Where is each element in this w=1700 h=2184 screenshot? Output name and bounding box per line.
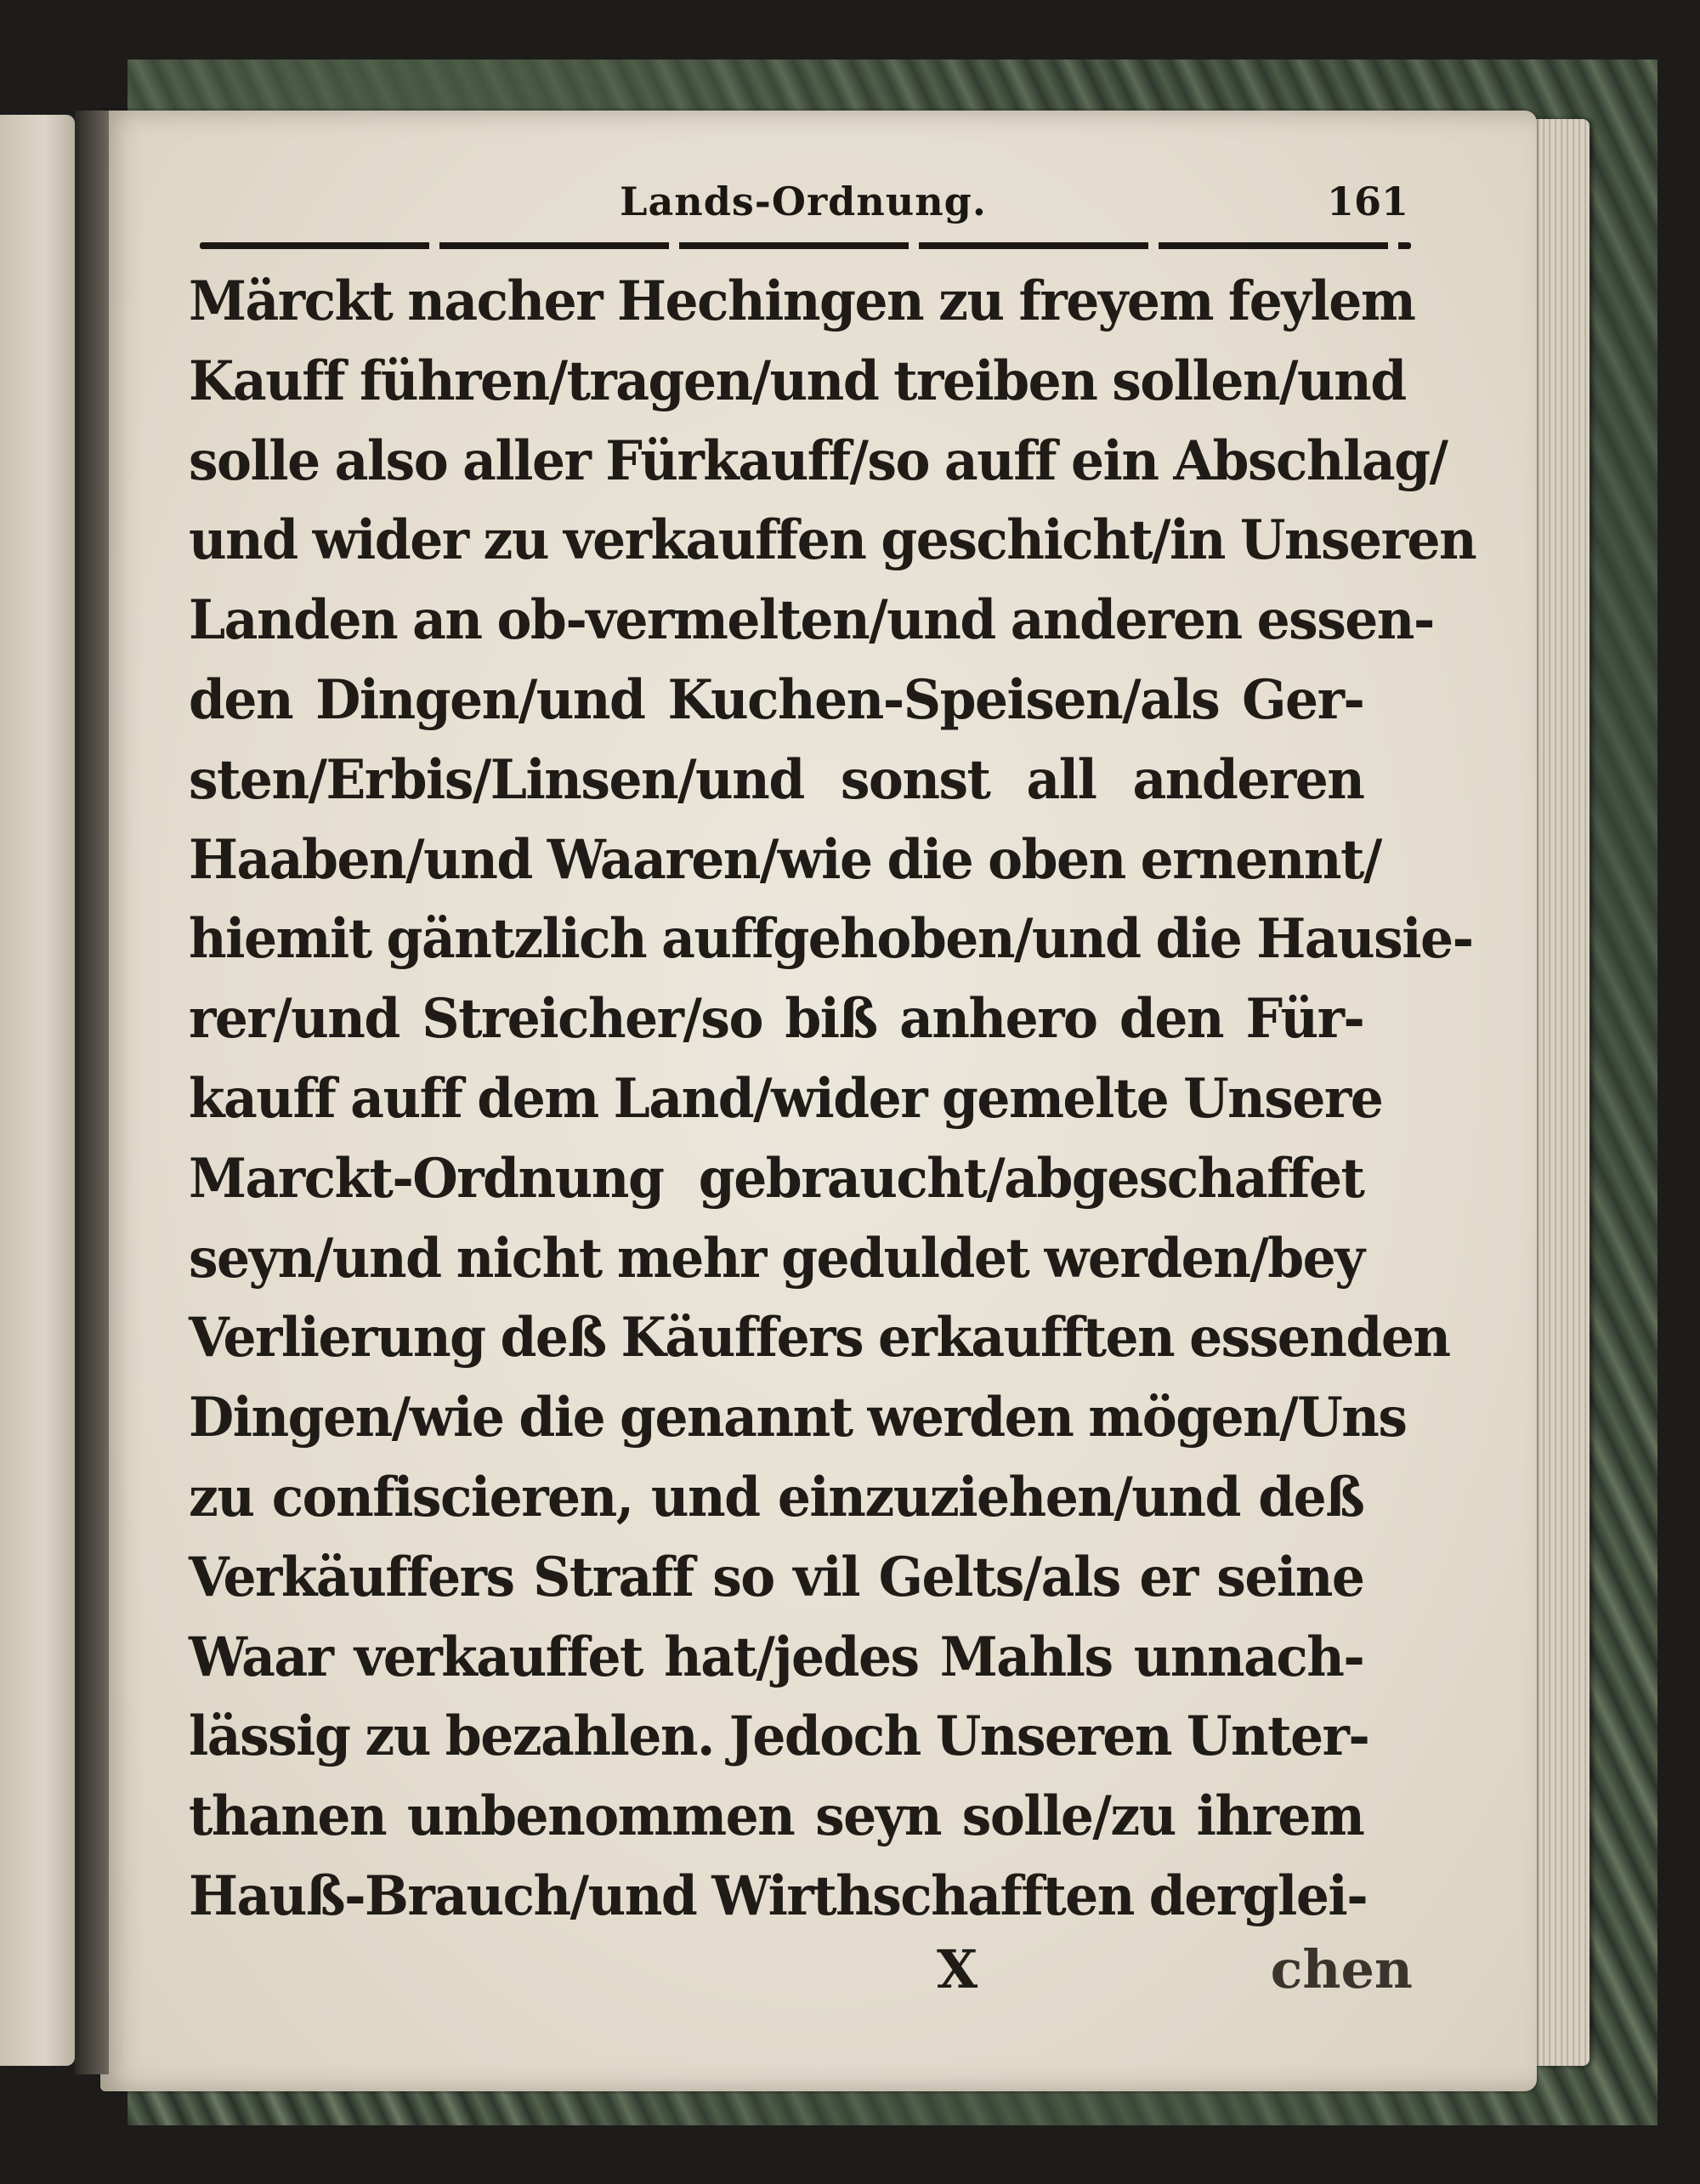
text-line: Märckt nacher Hechingen zu freyem feylem	[189, 269, 1415, 333]
text-line: Hauß-Brauch/und Wirthschafften derglei-	[189, 1863, 1368, 1928]
text-line: Verkäuffers Straff so vil Gelts/als er seine	[189, 1545, 1364, 1609]
text-line: lässig zu bezahlen. Jedoch Unseren Unter-	[189, 1705, 1369, 1769]
text-line: seyn/und nicht mehr geduldet werden/bey	[189, 1226, 1364, 1291]
text-line: Verlierung deß Käuffers erkaufften essenden	[189, 1306, 1450, 1370]
text-line: hiemit gäntzlich auffgehoben/und die Hausie-	[189, 907, 1473, 972]
text-line: thanen unbenommen seyn solle/zu ihrem	[189, 1784, 1364, 1849]
page-header	[191, 179, 1415, 238]
signature-mark: X	[937, 1938, 978, 2000]
text-line: zu confiscieren, und einzuziehen/und deß	[189, 1465, 1364, 1529]
left-page-edge	[0, 115, 75, 2066]
page-number: 161	[1326, 179, 1408, 224]
text-line: Landen an ob-vermelten/und anderen essen-	[189, 588, 1434, 653]
text-line: Marckt-Ordnung gebraucht/abgeschaffet	[189, 1146, 1364, 1211]
text-line: solle also aller Fürkauff/so auff ein Abschlag/	[189, 428, 1448, 493]
text-line: und wider zu verkauffen geschicht/in Unseren	[189, 508, 1476, 573]
page-footer	[189, 1938, 1413, 2006]
catchword: chen	[1270, 1938, 1413, 2000]
text-line: kauff auff dem Land/wider gemelte Unsere	[189, 1066, 1383, 1131]
text-line: Waar verkauffet hat/jedes Mahls unnach-	[189, 1625, 1364, 1689]
text-line: rer/und Streicher/so biß anhero den Für-	[189, 987, 1364, 1052]
text-line: Dingen/wie die genannt werden mögen/Uns	[189, 1386, 1407, 1450]
text-line: Haaben/und Waaren/wie die oben ernennt/	[189, 827, 1381, 892]
text-line: Kauff führen/tragen/und treiben sollen/und	[189, 349, 1406, 413]
body-text	[189, 262, 1476, 1937]
gutter-shadow	[75, 111, 109, 2074]
header-rule	[200, 242, 1411, 249]
text-line: sten/Erbis/Linsen/und sonst all anderen	[189, 747, 1364, 812]
text-line: den Dingen/und Kuchen-Speisen/als Ger-	[189, 667, 1364, 732]
running-title: Lands-Ordnung.	[620, 179, 987, 224]
